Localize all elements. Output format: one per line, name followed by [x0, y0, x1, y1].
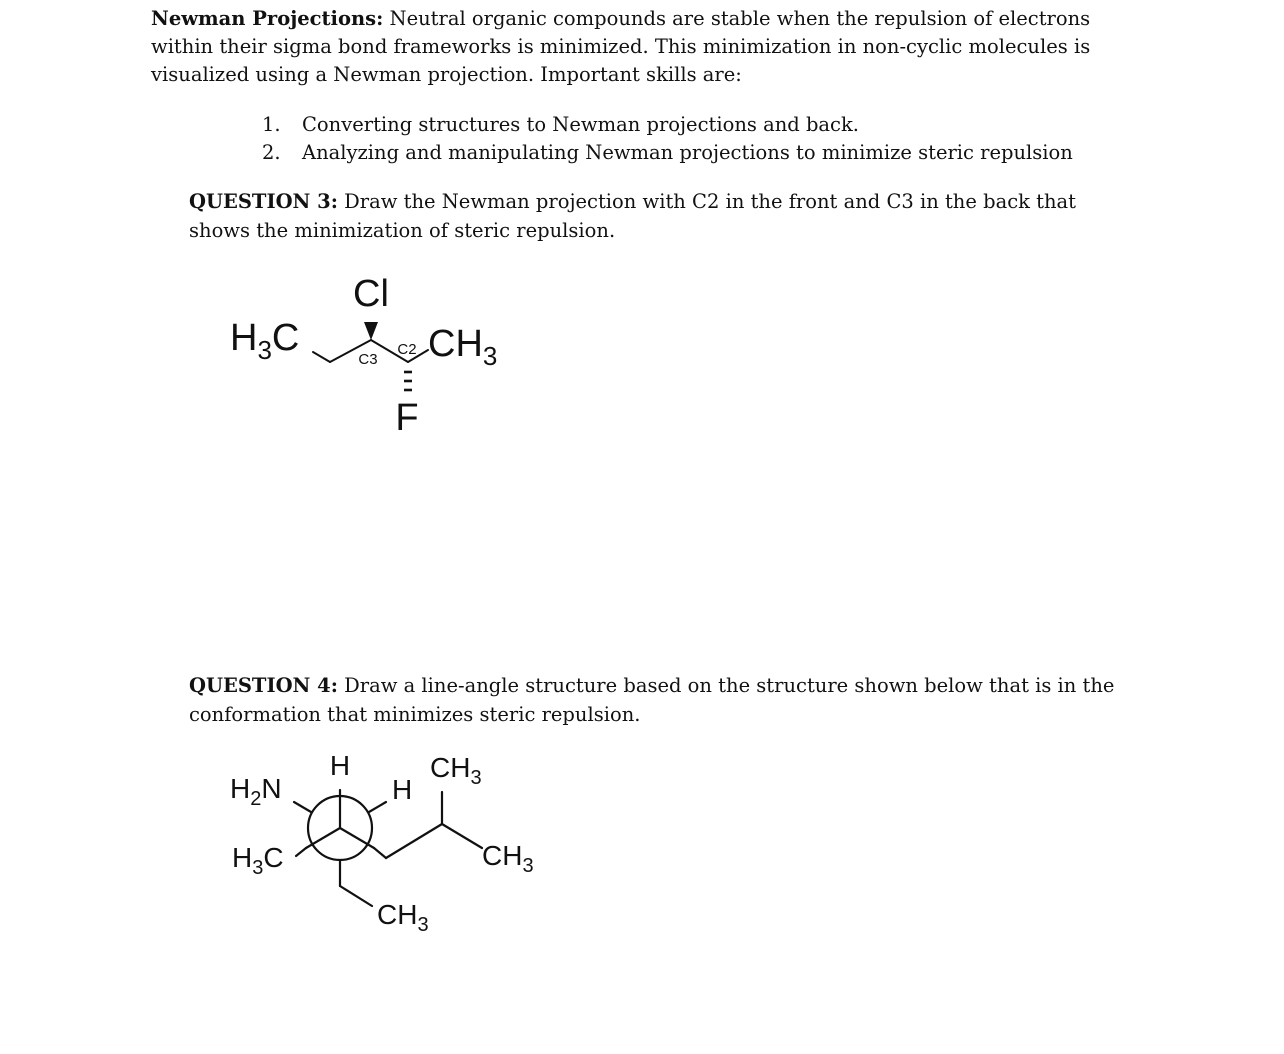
question-3-text: Draw the Newman projection with C2 in the front and C3 in the back that shows the minimization of steric repulsion. — [189, 190, 1076, 242]
bottom-methyl-label: $CH_3$ — [377, 899, 429, 936]
back-bond-upper-left — [294, 802, 311, 812]
question-4 — [189, 671, 1129, 729]
skill-item-2 — [262, 139, 1073, 167]
carbon-3-label: C3 — [358, 351, 378, 368]
chain-bond — [374, 848, 386, 858]
bottom-chain-bond — [340, 886, 372, 906]
question-4-text: Draw a line-angle structure based on the structure shown below that is in the conformation that minimizes steric repulsion. — [189, 674, 1115, 726]
chlorine-label: Cl — [353, 273, 389, 315]
skill-number: 1. — [262, 113, 281, 136]
skill-item-1 — [262, 111, 1073, 139]
h3c-bond — [296, 848, 306, 856]
fluorine-label: F — [395, 397, 419, 439]
question-3-structure — [200, 260, 540, 440]
question-3-label: QUESTION 3: — [189, 190, 338, 213]
question-4-label: QUESTION 4: — [189, 674, 338, 697]
chain-bond-right — [442, 824, 482, 848]
bond — [313, 352, 330, 362]
front-methyl-label: $H_3C$ — [232, 842, 284, 879]
amine-label: $H_2N$ — [230, 773, 282, 810]
wedge-bond — [364, 322, 378, 340]
front-bond-lower-left — [306, 828, 340, 848]
skill-text: Converting structures to Newman projections and back. — [302, 113, 859, 136]
skills-list — [262, 111, 1073, 167]
back-bond-upper-right — [369, 802, 386, 812]
right-methyl-label: $CH_3$ — [428, 323, 498, 371]
question-4-newman-projection — [220, 740, 560, 950]
question-3 — [189, 187, 1129, 245]
intro-paragraph — [151, 5, 1141, 89]
chain-right-methyl-label: $CH_3$ — [482, 840, 534, 877]
chain-top-methyl-label: $CH_3$ — [430, 752, 482, 789]
back-hydrogen-label: H — [392, 774, 413, 805]
skill-number: 2. — [262, 141, 281, 164]
front-hydrogen-label: H — [329, 750, 351, 781]
skill-text: Analyzing and manipulating Newman projections to minimize steric repulsion — [302, 141, 1073, 164]
carbon-2-label: C2 — [397, 341, 417, 358]
left-methyl-label: $H_3C$ — [230, 317, 300, 365]
intro-title: Newman Projections: — [151, 7, 384, 30]
chain-bond — [386, 824, 442, 858]
intro-text: Neutral organic compounds are stable when the repulsion of electrons within their sigma bond frameworks is minimized. This minimization in non-cyclic molecules is visualized using a Newman projection. Important skills are: — [151, 7, 1091, 86]
front-bond-lower-right — [340, 828, 374, 848]
dash-bond — [404, 372, 412, 390]
